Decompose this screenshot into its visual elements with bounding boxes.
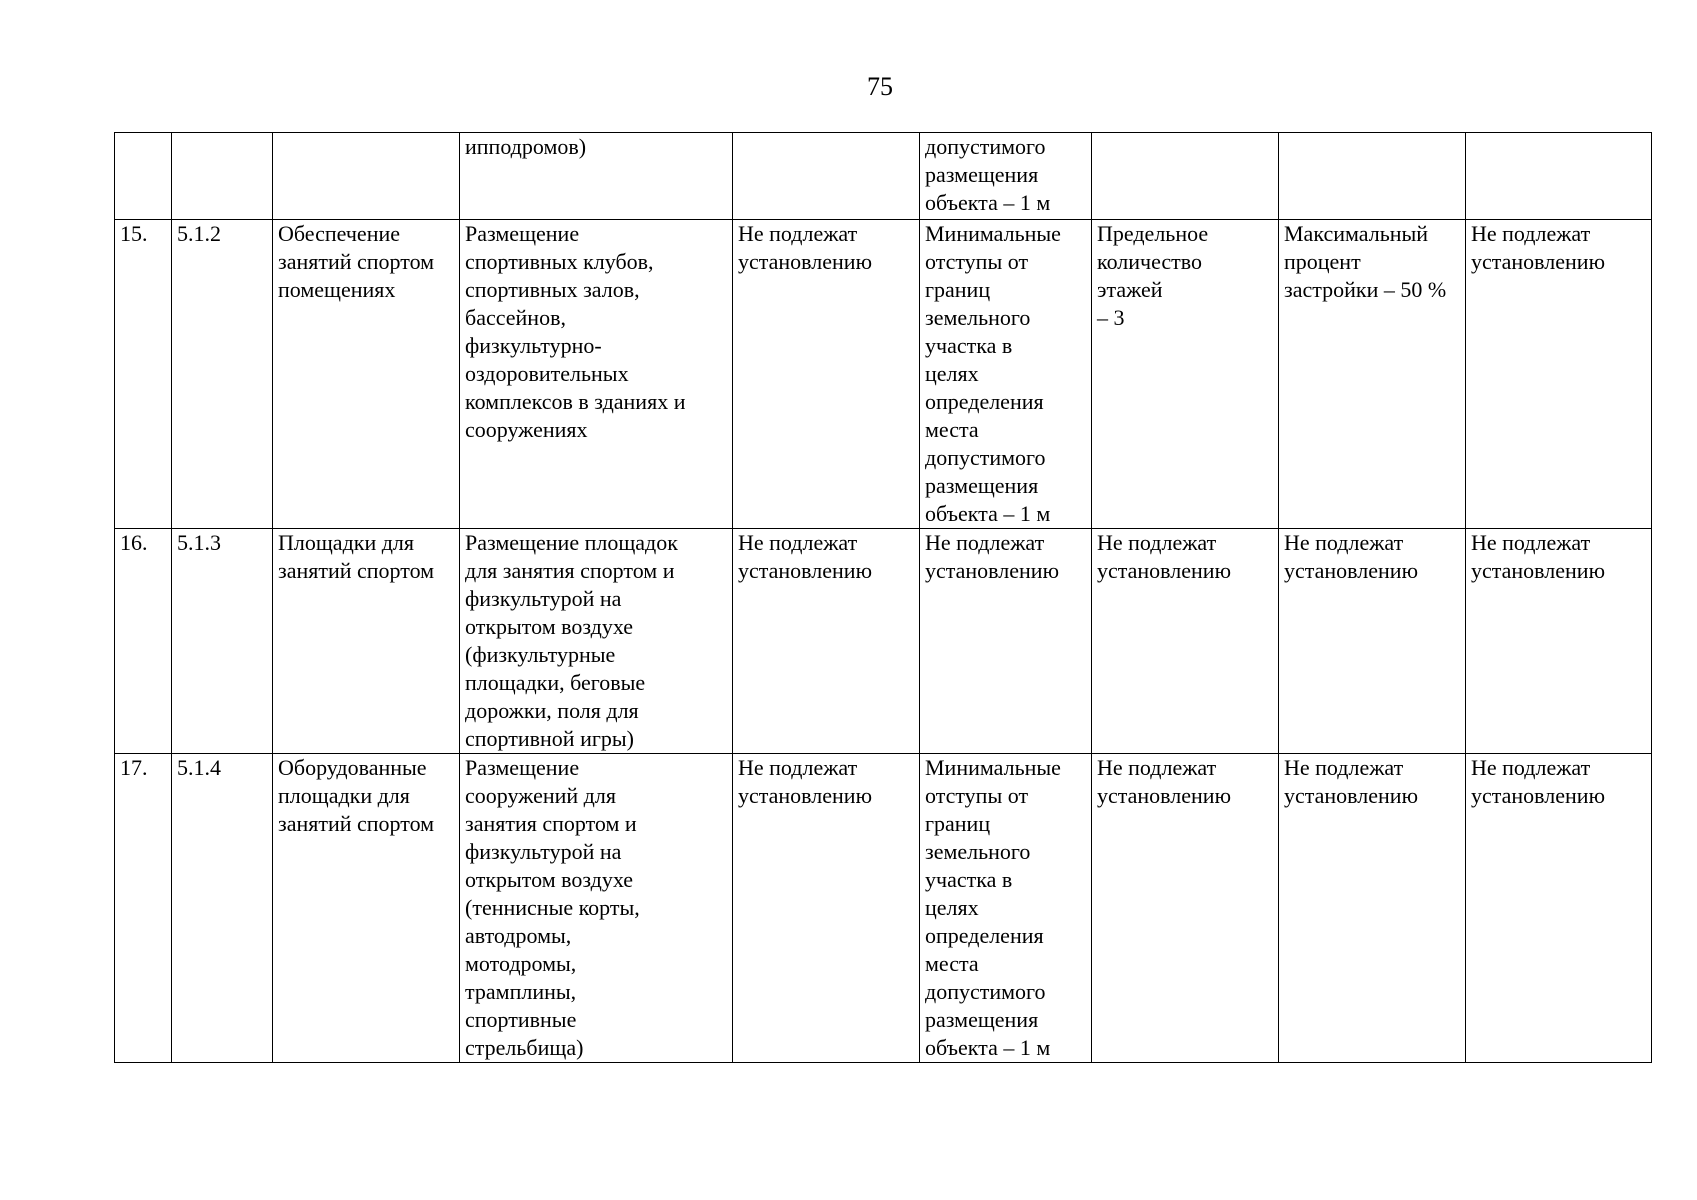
description-cell: Размещение площадок для занятия спортом и физкультурой на открытом воздухе (физкультурные площадки, беговые дорожки, поля для спортивной игры): [460, 529, 733, 754]
setback-cell: Минимальные отступы от границ земельного участка в целях определения места допустимого размещения объекта – 1 м: [920, 220, 1092, 529]
parameter-cell: Не подлежат установлению: [733, 220, 920, 529]
page-number: 75: [867, 72, 893, 101]
row-number-cell: 15.: [115, 220, 172, 529]
other-cell: Не подлежат установлению: [1466, 220, 1652, 529]
floors-cell: [1092, 133, 1279, 220]
name-cell: [273, 133, 460, 220]
table-row: [115, 220, 1652, 529]
table-row: [115, 529, 1652, 754]
name-cell: Обеспечение занятий спортом помещениях: [273, 220, 460, 529]
code-cell: 5.1.3: [172, 529, 273, 754]
table-row: [115, 754, 1652, 1063]
coverage-cell: [1279, 133, 1466, 220]
name-cell: Площадки для занятий спортом: [273, 529, 460, 754]
other-cell: Не подлежат установлению: [1466, 529, 1652, 754]
table-row-continuation: [115, 133, 1652, 220]
floors-cell: Не подлежат установлению: [1092, 754, 1279, 1063]
parameter-cell: Не подлежат установлению: [733, 529, 920, 754]
coverage-cell: Максимальный процент застройки – 50 %: [1279, 220, 1466, 529]
floors-cell: Предельное количество этажей – 3: [1092, 220, 1279, 529]
code-cell: 5.1.4: [172, 754, 273, 1063]
code-cell: [172, 133, 273, 220]
parameter-cell: [733, 133, 920, 220]
row-number-cell: [115, 133, 172, 220]
parameter-cell: Не подлежат установлению: [733, 754, 920, 1063]
description-cell: Размещение сооружений для занятия спортом и физкультурой на открытом воздухе (теннисные корты, автодромы, мотодромы, трамплины, спортивные стрельбища): [460, 754, 733, 1063]
row-number-cell: 16.: [115, 529, 172, 754]
code-cell: 5.1.2: [172, 220, 273, 529]
other-cell: Не подлежат установлению: [1466, 754, 1652, 1063]
other-cell: [1466, 133, 1652, 220]
name-cell: Оборудованные площадки для занятий спортом: [273, 754, 460, 1063]
setback-cell: допустимого размещения объекта – 1 м: [920, 133, 1092, 220]
coverage-cell: Не подлежат установлению: [1279, 754, 1466, 1063]
description-cell: Размещение спортивных клубов, спортивных залов, бассейнов, физкультурно- оздоровительных комплексов в зданиях и сооружениях: [460, 220, 733, 529]
coverage-cell: Не подлежат установлению: [1279, 529, 1466, 754]
description-cell: ипподромов): [460, 133, 733, 220]
setback-cell: Минимальные отступы от границ земельного участка в целях определения места допустимого размещения объекта – 1 м: [920, 754, 1092, 1063]
row-number-cell: 17.: [115, 754, 172, 1063]
floors-cell: Не подлежат установлению: [1092, 529, 1279, 754]
land-use-table: [114, 132, 1652, 1063]
setback-cell: Не подлежат установлению: [920, 529, 1092, 754]
